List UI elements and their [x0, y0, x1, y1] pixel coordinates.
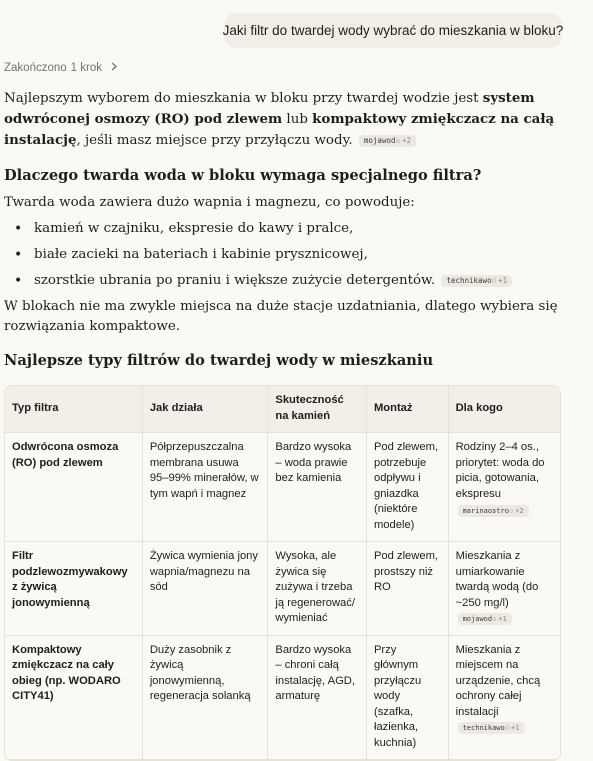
filters-table [4, 385, 561, 761]
cell-type: Odwrócona osmoza (RO) pod zlewem [5, 433, 143, 542]
thinking-status-toggle[interactable] [4, 62, 118, 74]
user-message-bubble [224, 13, 562, 48]
citation-count: +1 [498, 615, 507, 623]
citation-chip[interactable] [458, 613, 512, 625]
cell-type: Kompaktowy zmiękczacz na cały obieg (np. WODARO CITY41) [5, 636, 143, 761]
column-header: Skuteczność na kamień [268, 386, 367, 433]
citation-source-fade: a [395, 136, 401, 145]
list-item [4, 245, 564, 265]
citation-chip[interactable] [458, 505, 529, 517]
citation-source: mojawod [363, 136, 396, 145]
intro-bold-softener: kompaktowy zmiękczacz na całą instalację [4, 111, 555, 148]
cell-mounting: Pod zlewem, potrzebuje odpływu i gniazdka (niektóre modele) [367, 433, 449, 542]
section-heading-types: Najlepsze typy filtrów do twardej wody w mieszkaniu [4, 352, 434, 369]
section-heading-why: Dlaczego twarda woda w bloku wymaga specjalnego filtra? [4, 167, 482, 184]
citation-source-fade: o [508, 507, 514, 515]
citation-count: +2 [402, 136, 412, 145]
cell-mounting: Przy głównym przyłączu wody (szafka, łazienka, kuchnia) [367, 636, 449, 761]
table-row [5, 433, 560, 542]
cell-text: Mieszkania z umiarkowanie twardą wodą (do ~250 mg/l) [455, 550, 539, 609]
chevron-right-icon [110, 62, 118, 74]
section-lead: Twarda woda zawiera dużo wapnia i magnezu, co powoduje: [4, 195, 415, 210]
cell-for-whom [449, 636, 560, 761]
citation-chip[interactable] [359, 135, 416, 147]
cell-for-whom [449, 542, 560, 636]
cell-text: Mieszkania z miejscem na urządzenie, chcą ochrony całej instalacji [455, 643, 541, 718]
column-header: Dla kogo [449, 386, 560, 433]
section-closing: W blokach nie ma zwykle miejsca na duże stacje uzdatniania, dlatego wybiera się rozwiązania kompaktowe. [4, 299, 558, 334]
list-item-text: białe zacieki na bateriach i kabinie prysznicowej, [34, 247, 368, 262]
column-header: Typ filtra [5, 386, 143, 433]
intro-bold-ro: system odwróconej osmozy (RO) pod zlewem [4, 90, 535, 127]
column-header: Montaż [367, 386, 449, 433]
citation-chip[interactable] [441, 275, 512, 287]
cell-type: Filtr podzlewozmywakowy z żywicą jonowymienną [5, 542, 143, 636]
intro-text: Najlepszym wyborem do mieszkania w bloku przy twardej wodzie jest [4, 91, 483, 106]
intro-text: , jeśli masz miejsce przy przyłączu wody. [76, 133, 353, 148]
list-item [4, 219, 564, 239]
citation-source-fade: a [492, 615, 497, 623]
user-message-text: Jaki filtr do twardej wody wybrać do mieszkania w bloku? [222, 23, 564, 38]
intro-paragraph [4, 88, 560, 151]
citation-count: +1 [498, 276, 508, 285]
bullet-list [4, 219, 564, 291]
cell-mounting: Pod zlewem, prostszy niż RO [367, 542, 449, 636]
intro-text: lub [282, 112, 313, 127]
list-item-text: kamień w czajniku, ekspresie do kawy i pralce, [34, 221, 354, 236]
cell-text: Rodziny 2–4 os., priorytet: woda do picia, gotowania, ekspresu [455, 441, 545, 500]
cell-how: Półprzepuszczalna membrana usuwa 95–99% minerałów, w tym wapń i magnez [143, 433, 269, 542]
citation-source: mojawod [462, 615, 493, 623]
citation-count: +1 [510, 724, 520, 732]
citation-source: technikawo [446, 276, 492, 285]
cell-effectiveness: Bardzo wysoka – chroni całą instalację, AGD, armaturę [268, 636, 367, 761]
citation-source: technikawo [462, 724, 505, 732]
assistant-response [4, 88, 564, 761]
status-label: Zakończono [4, 62, 67, 74]
list-item [4, 271, 564, 291]
cell-how: Duży zasobnik z żywicą jonowymienną, regeneracja solanką [143, 636, 269, 761]
cell-for-whom [449, 433, 560, 542]
table-row [5, 636, 560, 761]
cell-effectiveness: Wysoka, ale żywica się zużywa i trzeba ją regenerować/ wymieniać [268, 542, 367, 636]
table-row [5, 542, 560, 636]
table-header-row [5, 386, 560, 433]
citation-source: marinaostro [462, 507, 509, 515]
citation-source-fade: d [491, 276, 497, 285]
citation-count: +2 [515, 507, 524, 515]
citation-source-fade: d [504, 724, 509, 732]
column-header: Jak działa [143, 386, 269, 433]
citation-chip[interactable] [458, 722, 525, 734]
cell-effectiveness: Bardzo wysoka – woda prawie bez kamienia [268, 433, 367, 542]
status-steps: 1 krok [70, 62, 102, 74]
list-item-text: szorstkie ubrania po praniu i większe zużycie detergentów. [34, 273, 436, 288]
cell-how: Żywica wymienia jony wapnia/magnezu na sód [143, 542, 269, 636]
